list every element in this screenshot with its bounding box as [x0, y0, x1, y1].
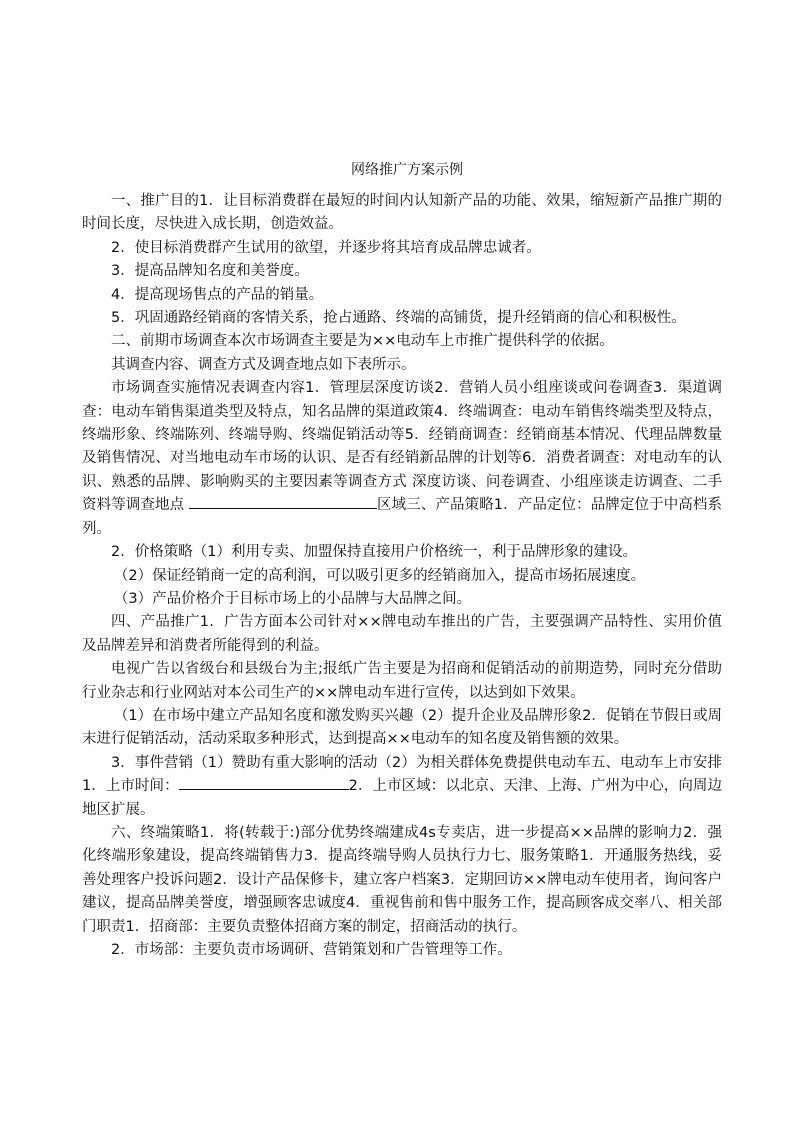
- paragraph-research-details: [82, 377, 722, 541]
- paragraph-tv-ads: 电视广告以省级台和县级台为主;报纸广告主要是为招商和促销活动的前期造势，同时充分借助行业杂志和行业网站对本公司生产的××牌电动车进行宣传，以达到如下效果。: [82, 661, 722, 701]
- research-details-text: 市场调查实施情况表调查内容1．管理层深度访谈2．营销人员小组座谈或问卷调查3．渠道调查：电动车销售渠道类型及特点，知名品牌的渠道政策4．终端调查：电动车销售终端类型及特点，终端形象、终端陈列、终端导购、终端促销活动等5．经销商调查：经销商基本情况、代理品牌数量及销售情况、对当地电动车市场的认识、是否有经销新品牌的计划等6．消费者调查：对电动车的认识、熟悉的品牌、影响购买的主要因素等调查方式 深度访谈、问卷调查、小组座谈走访调查、二手资料等调查地点: [82, 380, 722, 514]
- paragraph-terminal-strategy: 六、终端策略1．将(转载于:)部分优势终端建成4s专卖店，进一步提高××品牌的影响力2．强化终端形象建设，提高终端销售力3．提高终端导购人员执行力七、服务策略1．开通服务热线，妥善处理客户投诉问题2．设计产品保修卡，建立客户档案3．定期回访××牌电动车使用者，询问客户建议，提高品牌美誉度，增强顾客忠诚度4．重视售前和售中服务工作，提高顾客成交率八、相关部门职责1．招商部：主要负责整体招商方案的制定，招商活动的执行。: [82, 824, 722, 935]
- document-page: [82, 158, 722, 962]
- paragraph-price-strategy: 2．价格策略（1）利用专卖、加盟保持直接用户价格统一，利于品牌形象的建设。: [111, 544, 637, 561]
- paragraph-purpose-3: 3．提高品牌知名度和美誉度。: [111, 263, 309, 280]
- paragraph-event-marketing: [82, 752, 722, 822]
- paragraph-purpose-5: 5．巩固通路经销商的客情关系，抢占通路、终端的高铺货，提升经销商的信心和积极性。: [111, 310, 686, 327]
- paragraph-market-research: 二、前期市场调查本次市场调查主要是为××电动车上市推广提供科学的依据。: [111, 333, 614, 350]
- launch-time-blank: [179, 775, 349, 790]
- launch-region-text: 2．上市区域：以北京、天津、上海、广州为中心，向周边地区扩展。: [82, 778, 722, 818]
- paragraph-effects: （1）在市场中建立产品知名度和激发购买兴趣（2）提升企业及品牌形象2．促销在节假日或周末进行促销活动，活动采取多种形式，达到提高××电动车的知名度及销售额的效果。: [82, 707, 722, 748]
- document-title: 网络推广方案示例: [351, 162, 463, 178]
- product-strategy-text: 区域三、产品策略1．产品定位：品牌定位于中高档系列。: [82, 497, 722, 537]
- survey-location-blank: [189, 494, 377, 509]
- paragraph-product-promotion: 四、产品推广1．广告方面本公司针对××牌电动车推出的广告，主要强调产品特性、实用价值及品牌差异和消费者所能得到的利益。: [82, 614, 722, 654]
- paragraph-price-2: （2）保证经销商一定的高利润，可以吸引更多的经销商加入，提高市场拓展速度。: [113, 567, 646, 584]
- paragraph-marketing-dept: 2．市场部：主要负责市场调研、营销策划和广告管理等工作。: [111, 942, 512, 958]
- paragraph-purpose-2: 2．使目标消费群产生试用的欲望，并逐步将其培育成品牌忠诚者。: [111, 239, 541, 256]
- paragraph-purpose-4: 4．提高现场售点的产品的销量。: [111, 286, 324, 303]
- paragraph-purpose: 一、推广目的1．让目标消费群在最短的时间内认知新产品的功能、效果，缩短新产品推广期的时间长度，尽快进入成长期，创造效益。: [82, 193, 722, 233]
- event-marketing-text: 3．事件营销（1）赞助有重大影响的活动（2）为相关群体免费提供电动车五、电动车上市安排1．上市时间：: [82, 754, 722, 795]
- paragraph-price-3: （3）产品价格介于目标市场上的小品牌与大品牌之间。: [113, 590, 472, 607]
- paragraph-research-intro: 其调查内容、调查方式及调查地点如下表所示。: [111, 356, 416, 373]
